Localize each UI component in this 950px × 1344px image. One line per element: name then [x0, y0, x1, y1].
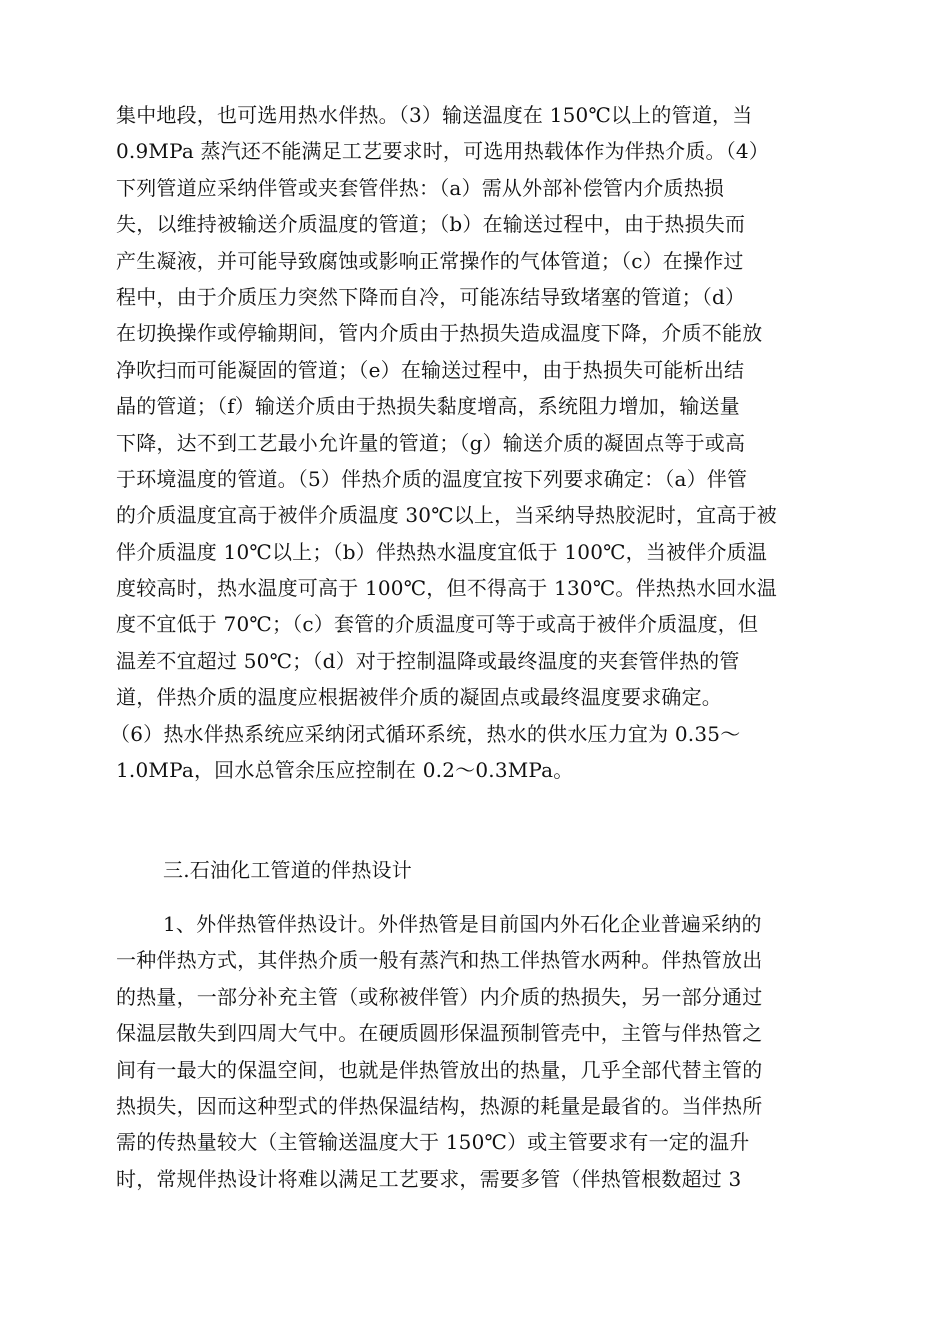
text-line: 时，常规伴热设计将难以满足工艺要求，需要多管（伴热管根数超过 3	[116, 1166, 742, 1191]
text-line: 下列管道应采纳伴管或夹套管伴热：（a）需从外部补偿管内介质热损	[116, 175, 725, 200]
text-line: 温差不宜超过 50℃；（d）对于控制温降或最终温度的夹套管伴热的管	[116, 648, 740, 673]
text-line: 在切换操作或停输期间，管内介质由于热损失造成温度下降，介质不能放	[116, 321, 763, 346]
paragraph-heat-tracing-requirements	[110, 97, 836, 788]
text-line: 度较高时，热水温度可高于 100℃，但不得高于 130℃。伴热热水回水温	[116, 576, 778, 601]
text-line: 的介质温度宜高于被伴介质温度 30℃以上，当采纳导热胶泥时，宜高于被	[116, 503, 777, 528]
text-line: 晶的管道；（f）输送介质由于热损失黏度增高，系统阻力增加，输送量	[116, 394, 740, 419]
text-line: 的热量，一部分补充主管（或称被伴管）内介质的热损失，另一部分通过	[116, 984, 763, 1009]
text-line: 于环境温度的管道。（5）伴热介质的温度宜按下列要求确定：（a）伴管	[116, 466, 748, 491]
text-line: 一种伴热方式，其伴热介质一般有蒸汽和热工伴热管水两种。伴热管放出	[116, 948, 763, 973]
text-line: 度不宜低于 70℃；（c）套管的介质温度可等于或高于被伴介质温度，但	[116, 612, 759, 637]
section-heading: 三.石油化工管道的伴热设计	[163, 858, 412, 882]
text-line: 1、外伴热管伴热设计。外伴热管是目前国内外石化企业普遍采纳的	[163, 912, 762, 936]
text-line: 产生凝液，并可能导致腐蚀或影响正常操作的气体管道；（c）在操作过	[116, 248, 744, 273]
text-line: 间有一最大的保温空间，也就是伴热管放出的热量，几乎全部代替主管的	[116, 1057, 763, 1082]
text-line: 0.9MPa 蒸汽还不能满足工艺要求时，可选用热载体作为伴热介质。（4）	[116, 139, 770, 164]
text-line: 保温层散失到四周大气中。在硬质圆形保温预制管壳中，主管与伴热管之	[116, 1021, 763, 1046]
text-line: 道，伴热介质的温度应根据被伴介质的凝固点或最终温度要求确定。	[116, 685, 722, 710]
text-line: 需的传热量较大（主管输送温度大于 150℃）或主管要求有一定的温升	[116, 1130, 750, 1155]
text-line: 失，以维持被输送介质温度的管道；（b）在输送过程中，由于热损失而	[116, 212, 746, 237]
text-line: 集中地段，也可选用热水伴热。（3）输送温度在 150℃以上的管道，当	[116, 103, 753, 127]
text-line: 下降，达不到工艺最小允许量的管道；（g）输送介质的凝固点等于或高	[116, 430, 746, 455]
text-line: 1.0MPa，回水总管余压应控制在 0.2～0.3MPa。	[116, 758, 574, 783]
text-line: 伴介质温度 10℃以上；（b）伴热热水温度宜低于 100℃，当被伴介质温	[116, 539, 768, 564]
text-line: 净吹扫而可能凝固的管道；（e）在输送过程中，由于热损失可能析出结	[116, 357, 745, 382]
text-line: 程中，由于介质压力突然下降而自冷，可能冻结导致堵塞的管道；（d）	[116, 284, 746, 309]
paragraph-external-tracing-design	[116, 906, 836, 1197]
text-line: （6）热水伴热系统应采纳闭式循环系统，热水的供水压力宜为 0.35～	[110, 721, 741, 746]
text-line: 热损失，因而这种型式的伴热保温结构，热源的耗量是最省的。当伴热所	[116, 1093, 763, 1118]
